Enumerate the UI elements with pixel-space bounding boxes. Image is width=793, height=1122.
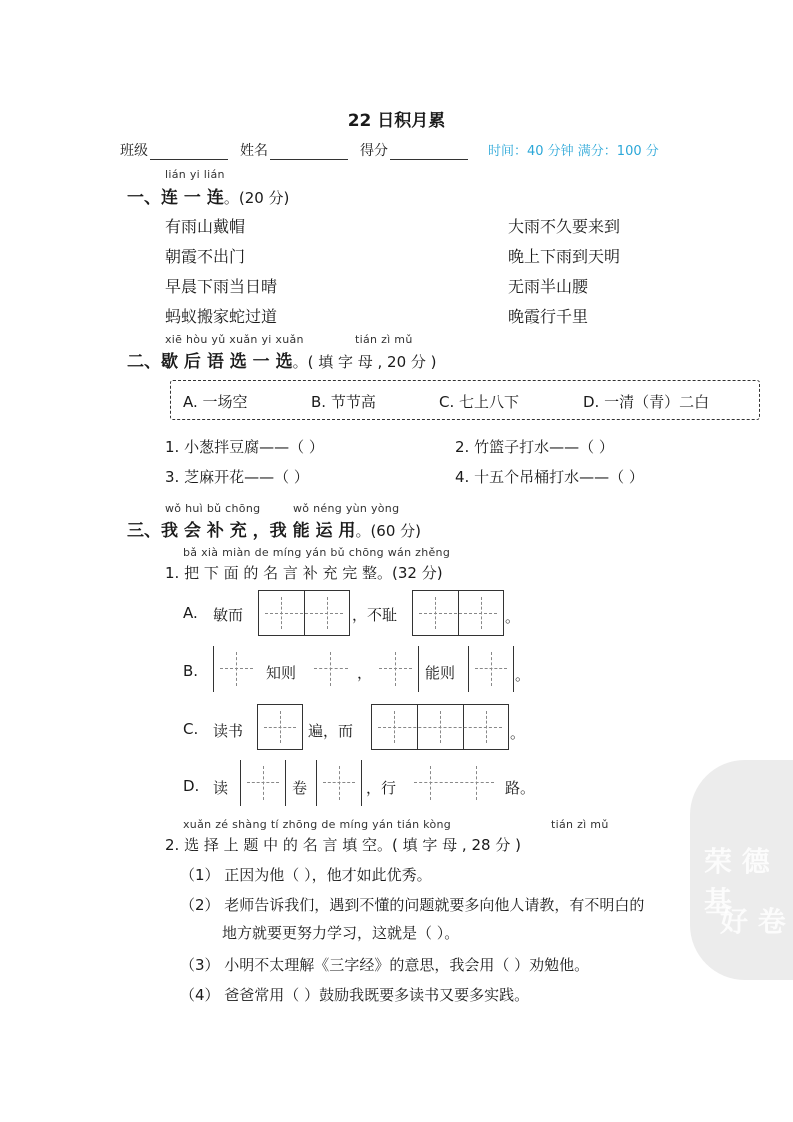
q1-note: 。(32 分) [377,564,443,582]
section2-pinyin-a: xiē hòu yǔ xuǎn yi xuǎn [165,333,304,346]
line-b-text1: 知则 [266,664,297,682]
section2-heading [127,347,437,372]
class-blank[interactable] [150,145,228,160]
line-d-text1: 读 [213,779,229,797]
match-left-3[interactable]: 早晨下雨当日晴 [165,277,278,296]
match-right-1[interactable]: 大雨不久要来到 [508,217,621,236]
riddle-q1[interactable]: 1. 小葱拌豆腐——（ ） [165,438,324,456]
match-left-1[interactable]: 有雨山戴帽 [165,217,246,236]
page-title: 22 日积月累 [347,111,446,131]
class-field [120,140,228,160]
watermark-logo [690,760,793,980]
q2-note: 。( 填 字 母 , 28 分 ) [377,836,521,854]
section2-note: 。( 填 字 母 , 20 分 ) [292,353,437,371]
line-b-text3: 能则 [425,664,456,682]
q2-text: 2. 选 择 上 题 中 的 名 言 填 空 [165,836,377,854]
watermark-line2: 好 卷 [720,905,786,938]
option-d: D. 一清（青）二白 [583,393,710,411]
option-c: C. 七上八下 [439,393,520,411]
section3-pinyin-a: wǒ huì bǔ chōng [165,502,261,515]
line-d-text2: 卷 [292,779,308,797]
name-field [240,140,348,160]
time-info: 时间：40 分钟 满分：100 分 [488,144,659,159]
q1-text: 1. 把 下 面 的 名 言 补 充 完 整 [165,564,377,582]
line-b-label: B. [183,662,199,680]
fill-box-d2[interactable] [316,760,362,806]
line-a-text2: ，不耻 [352,606,398,624]
score-label: 得分 [360,143,388,159]
section2-pinyin-b: tián zì mǔ [355,333,413,346]
riddle-q4[interactable]: 4. 十五个吊桶打水——（ ） [455,468,644,486]
fill-box-a1[interactable] [258,590,350,636]
section3-title: 三、我 会 补 充 ，我 能 运 用 [127,521,356,541]
q2-item-4[interactable]: （4） 爸爸常用（ ）鼓励我既要多读书又要多实践。 [180,986,530,1004]
line-d-label: D. [183,777,200,795]
line-a-text3: 。 [505,608,521,626]
line-c-text2: 遍，而 [308,722,354,740]
riddle-q2[interactable]: 2. 竹篮子打水——（ ） [455,438,614,456]
line-c-text3: 。 [510,724,526,742]
q2-heading [165,834,521,855]
fill-box-d1[interactable] [240,760,286,806]
q1-heading [165,562,443,583]
section1-title: 一、连 一 连 [127,188,224,208]
match-left-2[interactable]: 朝霞不出门 [165,247,246,266]
section2-title: 二、歇 后 语 选 一 选 [127,352,293,372]
section3-pinyin-b: wǒ néng yùn yòng [293,502,400,515]
option-b: B. 节节高 [311,393,376,411]
fill-box-c1[interactable] [257,704,303,750]
line-a-text1: 敏而 [213,606,244,624]
class-label: 班级 [120,143,148,159]
option-a: A. 一场空 [183,393,248,411]
line-c-text1: 读书 [213,722,244,740]
watermark-line1: 荣 德 基 [704,845,770,918]
match-right-3[interactable]: 无雨半山腰 [508,277,589,296]
line-b-text2: ， [357,664,373,682]
fill-box-b1[interactable] [213,646,259,692]
fill-box-c2[interactable] [371,704,509,750]
line-c-label: C. [183,720,199,738]
section3-note: 。(60 分) [355,522,421,540]
match-right-2[interactable]: 晚上下雨到天明 [508,247,621,266]
fill-box-d3[interactable] [408,760,500,806]
riddle-q3[interactable]: 3. 芝麻开花——（ ） [165,468,309,486]
score-blank[interactable] [390,145,468,160]
match-left-4[interactable]: 蚂蚁搬家蛇过道 [165,307,278,326]
section1-heading [127,183,289,208]
options-box [170,380,760,420]
match-right-4[interactable]: 晚霞行千里 [508,307,589,326]
name-blank[interactable] [270,145,348,160]
section1-note: 。(20 分) [223,189,290,207]
q2-item-1[interactable]: （1） 正因为他（ ），他才如此优秀。 [180,866,432,884]
fill-box-b4[interactable] [468,646,514,692]
fill-box-b3[interactable] [373,646,419,692]
name-label: 姓名 [240,143,268,159]
section1-pinyin: lián yi lián [165,168,225,181]
line-b-text4: 。 [515,666,531,684]
line-d-text3: ，行 [366,779,397,797]
q2-item-2[interactable]: （2） 老师告诉我们，遇到不懂的问题就要多向他人请教，有不明白的 [180,896,645,914]
q2-item-3[interactable]: （3） 小明不太理解《三字经》的意思，我会用（ ）劝勉他。 [180,956,590,974]
line-d-text4: 路。 [505,779,536,797]
q1-pinyin: bǎ xià miàn de míng yán bǔ chōng wán zhěng [183,546,451,559]
fill-box-a2[interactable] [412,590,504,636]
score-field [360,140,468,160]
q2-pinyin-b: tián zì mǔ [551,818,609,831]
section3-heading [127,516,421,541]
line-a-label: A. [183,604,198,622]
q2-item-2-cont[interactable]: 地方就要更努力学习，这就是（ ）。 [222,924,460,942]
q2-pinyin-a: xuǎn zé shàng tí zhōng de míng yán tián kòng [183,818,452,831]
fill-box-b2[interactable] [308,646,354,692]
